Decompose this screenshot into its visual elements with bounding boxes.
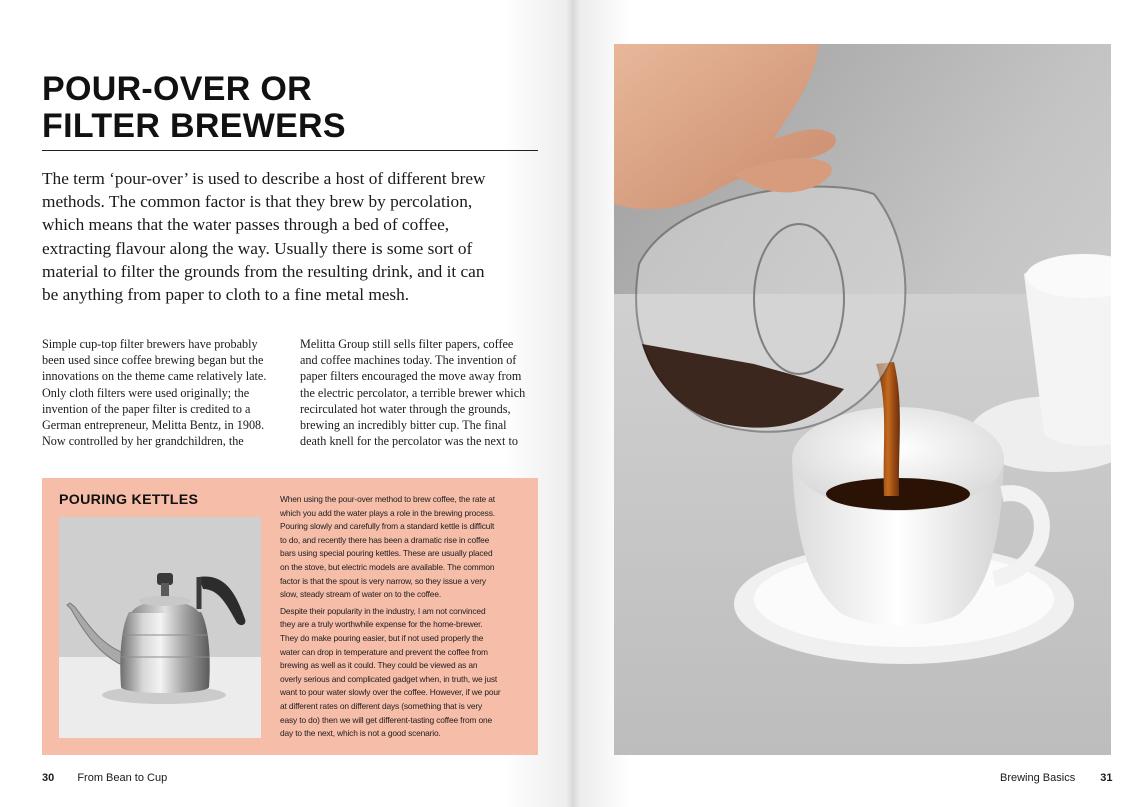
running-footer-left: From Bean to Cup (77, 772, 168, 784)
sidebar-line: want to pour water slowly over the coffee. However, if we pour (280, 687, 501, 698)
right-folio (1000, 772, 1113, 784)
intro-line: material to filter the grounds from the resulting drink, and it can (42, 261, 485, 281)
sidebar-line: Pouring slowly and carefully from a standard kettle is difficult (280, 521, 495, 532)
running-footer-right: Brewing Basics (1000, 772, 1076, 784)
intro-line: extracting flavour along the way. Usually there is some sort of (42, 238, 473, 258)
page-title (42, 71, 346, 145)
sidebar-line: slow, steady stream of water on to the coffee. (280, 589, 441, 600)
sidebar-line: They do make pouring easier, but if not used properly the (280, 632, 484, 643)
title-line-1: POUR-OVER OR (42, 70, 312, 108)
sidebar-line: which you add the water plays a role in the brewing process. (280, 507, 495, 518)
body-line: innovations on the theme came relatively late. (42, 369, 267, 384)
sidebar-line: on the stove, but electric models are available. The common (280, 561, 495, 572)
body-line: the electric percolator, a terrible brewer which (300, 385, 526, 400)
body-column-2 (300, 336, 540, 449)
intro-line: methods. The common factor is that they brew by percolation, (42, 192, 473, 212)
sidebar-line: at different rates on different days (something that is very (280, 700, 483, 711)
body-line: Melitta Group still sells filter papers, coffee (300, 337, 514, 351)
pouring-kettles-sidebar (42, 478, 538, 755)
sidebar-line: water can drop in temperature and prevent the coffee from (280, 646, 488, 657)
sidebar-paragraph-2 (280, 605, 530, 741)
title-divider (42, 150, 538, 151)
body-line: death knell for the percolator was the next to (300, 434, 518, 449)
book-gutter (566, 0, 580, 807)
intro-line: be anything from paper to cloth to a fine metal mesh. (42, 285, 410, 305)
sidebar-line: to do, and recently there has been a dramatic rise in coffee (280, 534, 490, 545)
body-line: been used since coffee brewing began but the (42, 353, 264, 368)
sidebar-line: day to the next, which is not a good scenario. (280, 728, 441, 739)
pour-over-photo (614, 44, 1111, 755)
body-line: Only cloth filters were used originally; the (42, 385, 250, 400)
sidebar-line: easy to do) then we will get different-tasting coffee from one (280, 714, 492, 725)
sidebar-line: overly serious and complicated gadget when, in truth, we just (280, 673, 498, 684)
left-folio (42, 772, 167, 784)
kettle-illustration (59, 517, 261, 738)
body-line: and coffee machines today. The invention of (300, 353, 517, 368)
title-line-2: FILTER BREWERS (42, 107, 346, 145)
intro-line: The term ‘pour-over’ is used to describe a host of different brew (42, 169, 486, 188)
body-line: Simple cup-top filter brewers have probably (42, 337, 258, 351)
sidebar-line: When using the pour-over method to brew coffee, the rate at (280, 494, 495, 504)
sidebar-line: factor is that the spout is very narrow, so they issue a very (280, 575, 486, 586)
sidebar-line: bars using special pouring kettles. These are usually placed (280, 548, 493, 559)
body-line: brewing an incredibly bitter cup. The final (300, 418, 507, 433)
page-number-right: 31 (1100, 772, 1113, 784)
intro-paragraph (42, 167, 542, 306)
kettle-photo (59, 517, 261, 738)
coffee-pouring-illustration (614, 44, 1111, 755)
body-column-1 (42, 336, 287, 449)
body-line: paper filters encouraged the move away from (300, 369, 522, 384)
intro-line: which means that the water passes through a bed of coffee, (42, 215, 450, 235)
body-line: German entrepreneur, Melitta Bentz, in 1908. (42, 418, 265, 433)
sidebar-line: Despite their popularity in the industry, I am not convinced (280, 605, 486, 616)
sidebar-text (280, 493, 530, 741)
sidebar-paragraph-1 (280, 493, 530, 602)
left-page (0, 0, 572, 807)
body-line: invention of the paper filter is credited to a (42, 401, 251, 416)
body-line: recirculated hot water through the grounds, (300, 401, 511, 416)
body-line: Now controlled by her grandchildren, the (42, 434, 244, 449)
sidebar-line: they are a truly worthwhile expense for the home-brewer. (280, 619, 483, 630)
sidebar-title: POURING KETTLES (59, 492, 199, 508)
sidebar-line: brewing as well as it could. They could be viewed as an (280, 660, 478, 671)
page-number-left: 30 (42, 772, 55, 784)
